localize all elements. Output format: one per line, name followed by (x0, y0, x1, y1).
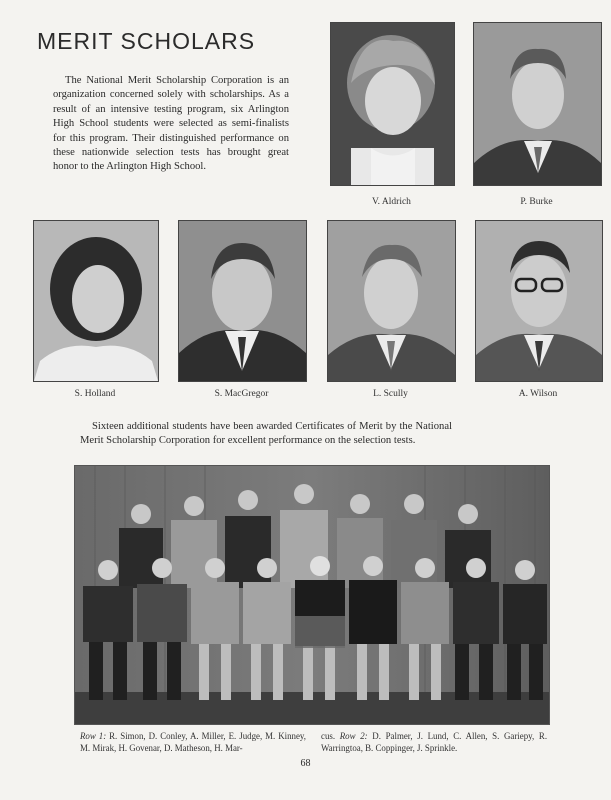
portrait-photo-macgregor (178, 220, 307, 382)
group-caption-left (80, 731, 306, 754)
portrait-caption: P. Burke (520, 197, 553, 207)
portrait-photo-wilson (475, 220, 603, 382)
row2-names: D. Palmer, J. Lund, C. Allen, S. Gariepy, R. Warringtoa, B. Coppinger, J. Sprinkle. (321, 731, 548, 753)
portrait-caption: L. Scully (373, 389, 408, 399)
portrait-caption: V. Aldrich (372, 197, 411, 207)
page-number: 68 (300, 758, 311, 769)
row2-label: Row 2: (339, 731, 368, 741)
group-caption-right (321, 731, 547, 754)
portrait-caption: A. Wilson (518, 389, 558, 399)
intro-paragraph: The National Merit Scholarship Corporation is an organization concerned solely with scholarships. As a result of an intensive testing program, six Arlington High School students were selected as semi-finalists for this program. Their distinguished performance on these nationwide selection tests has brought great honor to the Arlington High School. (53, 75, 289, 173)
portrait-caption: S. Holland (74, 389, 116, 399)
portrait-caption: S. MacGregor (214, 389, 269, 399)
page-title: MERIT SCHOLARS (37, 28, 256, 54)
portrait-photo-holland (33, 220, 159, 382)
row1-names-continued: cus. (321, 731, 336, 741)
certificates-paragraph: Sixteen additional students have been awarded Certificates of Merit by the National Merit Scholarship Corporation for excellent performance on the selection tests. (80, 421, 452, 446)
group-photo (74, 465, 550, 725)
row1-label: Row 1: (80, 731, 107, 741)
row1-names: R. Simon, D. Conley, A. Miller, E. Judge, M. Kinney, M. Mirak, H. Govenar, D. Matheson, H. Mar- (80, 731, 307, 753)
portrait-photo-scully (327, 220, 456, 382)
portrait-photo-burke (473, 22, 602, 186)
portrait-photo-aldrich (330, 22, 455, 186)
